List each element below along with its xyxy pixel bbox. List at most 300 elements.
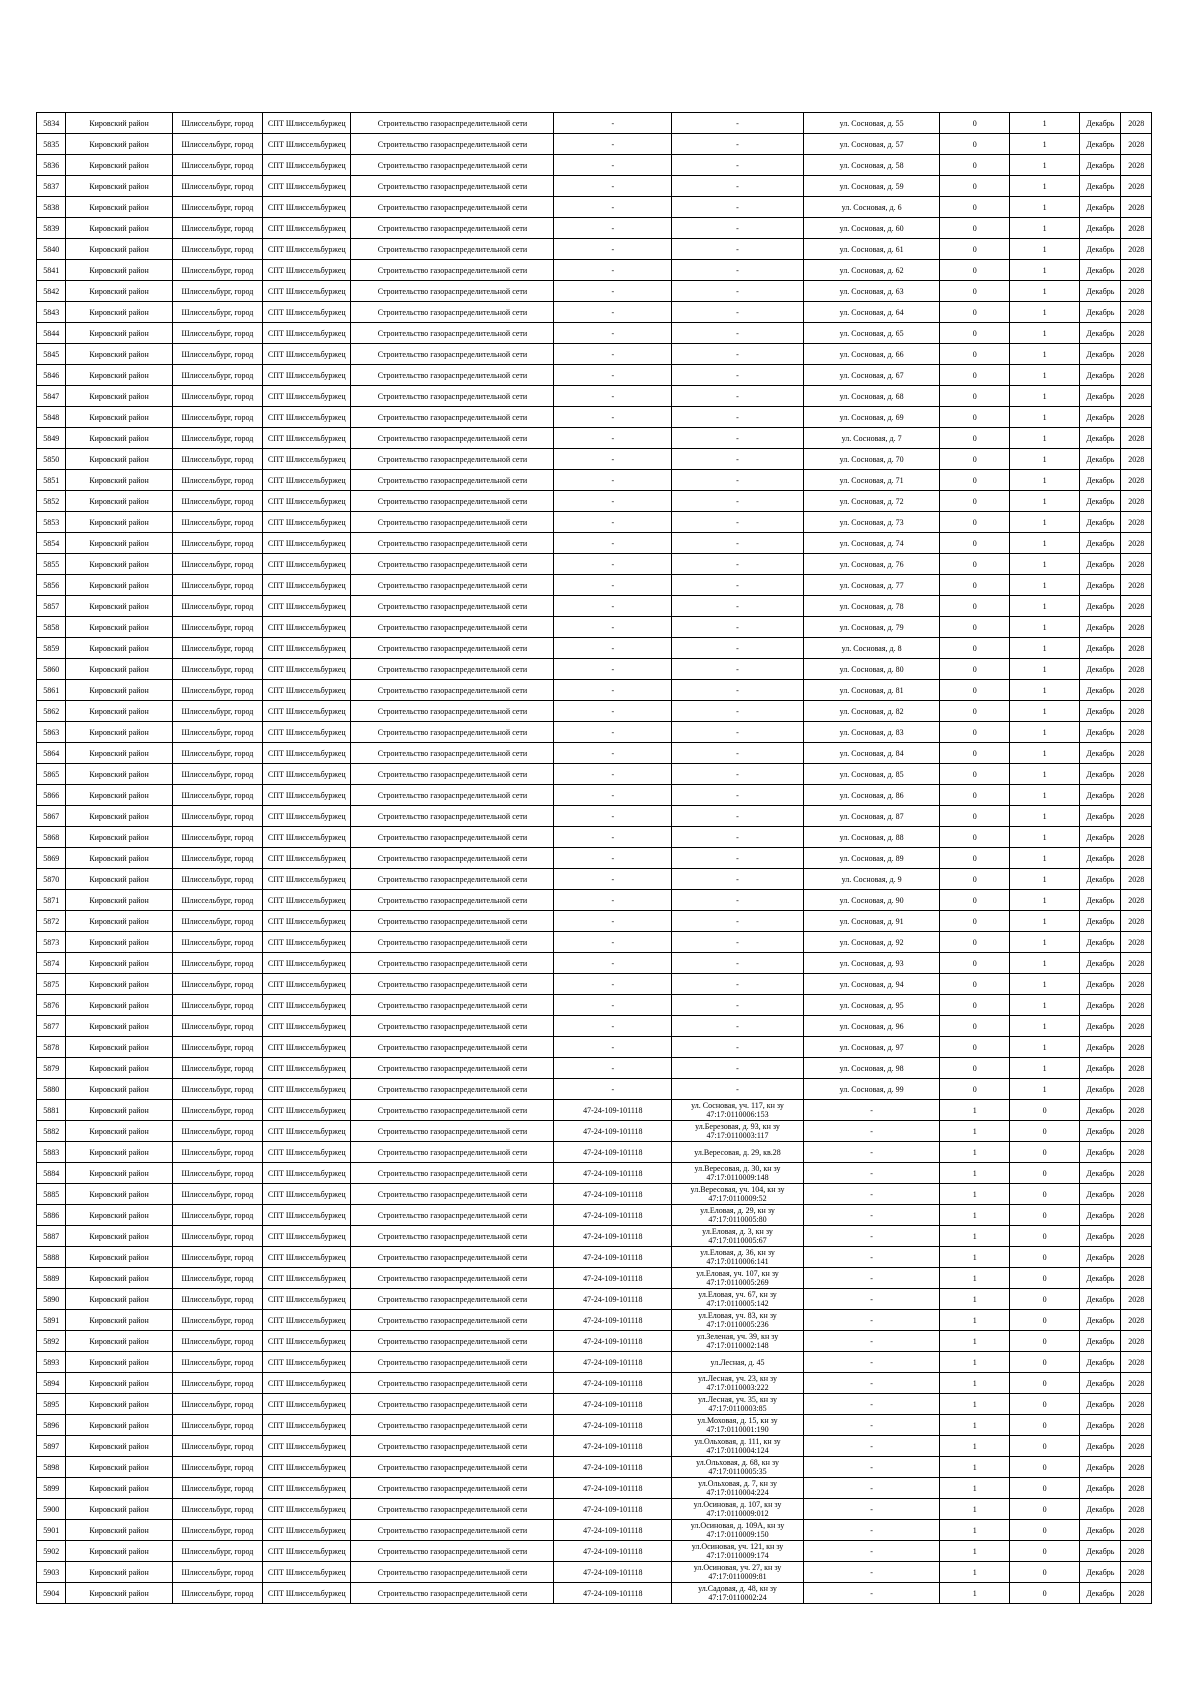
settlement-cell: Шлиссельбург, город (172, 1058, 262, 1079)
reference-cell: - (554, 1016, 672, 1037)
operator-cell: СПТ Шлиссельбуржец (263, 1121, 351, 1142)
month-cell: Декабрь (1080, 428, 1121, 449)
settlement-cell: Шлиссельбург, город (172, 659, 262, 680)
table-row (37, 596, 1152, 617)
operator-cell: СПТ Шлиссельбуржец (263, 911, 351, 932)
row-number-cell: 5904 (37, 1583, 66, 1604)
address-cell: ул. Сосновая, д. 79 (803, 617, 940, 638)
address-cell: ул. Сосновая, д. 7 (803, 428, 940, 449)
reference-cell: 47-24-109-101118 (554, 1121, 672, 1142)
operator-cell: СПТ Шлиссельбуржец (263, 659, 351, 680)
district-cell: Кировский район (66, 134, 172, 155)
district-cell: Кировский район (66, 386, 172, 407)
row-number-cell: 5878 (37, 1037, 66, 1058)
district-cell: Кировский район (66, 722, 172, 743)
reference-cell: - (554, 176, 672, 197)
operator-cell: СПТ Шлиссельбуржец (263, 1247, 351, 1268)
count-a-cell: 0 (940, 1037, 1009, 1058)
operator-cell: СПТ Шлиссельбуржец (263, 764, 351, 785)
month-cell: Декабрь (1080, 1121, 1121, 1142)
settlement-cell: Шлиссельбург, город (172, 1142, 262, 1163)
count-a-cell: 0 (940, 932, 1009, 953)
address-cell: - (803, 1289, 940, 1310)
district-cell: Кировский район (66, 1184, 172, 1205)
table-body (37, 113, 1152, 1604)
address-cell: ул. Сосновая, д. 80 (803, 659, 940, 680)
count-b-cell: 1 (1009, 701, 1079, 722)
count-a-cell: 1 (940, 1247, 1009, 1268)
count-a-cell: 0 (940, 806, 1009, 827)
operator-cell: СПТ Шлиссельбуржец (263, 1478, 351, 1499)
year-cell: 2028 (1121, 1520, 1152, 1541)
count-b-cell: 1 (1009, 449, 1079, 470)
count-b-cell: 0 (1009, 1163, 1079, 1184)
count-b-cell: 1 (1009, 848, 1079, 869)
year-cell: 2028 (1121, 470, 1152, 491)
operator-cell: СПТ Шлиссельбуржец (263, 785, 351, 806)
table-row (37, 155, 1152, 176)
month-cell: Декабрь (1080, 533, 1121, 554)
gasification-table (36, 112, 1152, 1604)
count-b-cell: 0 (1009, 1268, 1079, 1289)
work-type-cell: Строительство газораспределительной сети (351, 260, 554, 281)
address-cell: - (803, 1268, 940, 1289)
month-cell: Декабрь (1080, 1499, 1121, 1520)
cadastral-address-cell: - (672, 953, 803, 974)
year-cell: 2028 (1121, 1247, 1152, 1268)
year-cell: 2028 (1121, 491, 1152, 512)
row-number-cell: 5891 (37, 1310, 66, 1331)
district-cell: Кировский район (66, 281, 172, 302)
table-row (37, 1583, 1152, 1604)
year-cell: 2028 (1121, 1562, 1152, 1583)
work-type-cell: Строительство газораспределительной сети (351, 1205, 554, 1226)
year-cell: 2028 (1121, 827, 1152, 848)
cadastral-address-cell: - (672, 596, 803, 617)
row-number-cell: 5887 (37, 1226, 66, 1247)
cadastral-address-cell: - (672, 890, 803, 911)
table-row (37, 1163, 1152, 1184)
year-cell: 2028 (1121, 743, 1152, 764)
cadastral-address-cell: - (672, 848, 803, 869)
district-cell: Кировский район (66, 1583, 172, 1604)
count-a-cell: 0 (940, 533, 1009, 554)
table-row (37, 134, 1152, 155)
district-cell: Кировский район (66, 155, 172, 176)
table-row (37, 785, 1152, 806)
reference-cell: 47-24-109-101118 (554, 1226, 672, 1247)
row-number-cell: 5849 (37, 428, 66, 449)
district-cell: Кировский район (66, 1478, 172, 1499)
operator-cell: СПТ Шлиссельбуржец (263, 281, 351, 302)
operator-cell: СПТ Шлиссельбуржец (263, 218, 351, 239)
year-cell: 2028 (1121, 1163, 1152, 1184)
count-b-cell: 1 (1009, 869, 1079, 890)
month-cell: Декабрь (1080, 827, 1121, 848)
reference-cell: - (554, 911, 672, 932)
settlement-cell: Шлиссельбург, город (172, 302, 262, 323)
year-cell: 2028 (1121, 617, 1152, 638)
reference-cell: - (554, 806, 672, 827)
month-cell: Декабрь (1080, 344, 1121, 365)
count-b-cell: 0 (1009, 1121, 1079, 1142)
count-a-cell: 1 (940, 1142, 1009, 1163)
operator-cell: СПТ Шлиссельбуржец (263, 533, 351, 554)
cadastral-address-cell: - (672, 428, 803, 449)
row-number-cell: 5851 (37, 470, 66, 491)
year-cell: 2028 (1121, 1331, 1152, 1352)
work-type-cell: Строительство газораспределительной сети (351, 785, 554, 806)
cadastral-address-cell: ул.Еловая, уч. 107, кн зу 47:17:0110005:269 (672, 1268, 803, 1289)
cadastral-address-cell: - (672, 260, 803, 281)
address-cell: ул. Сосновая, д. 87 (803, 806, 940, 827)
row-number-cell: 5882 (37, 1121, 66, 1142)
table-row (37, 533, 1152, 554)
work-type-cell: Строительство газораспределительной сети (351, 1394, 554, 1415)
row-number-cell: 5900 (37, 1499, 66, 1520)
district-cell: Кировский район (66, 848, 172, 869)
work-type-cell: Строительство газораспределительной сети (351, 554, 554, 575)
count-a-cell: 0 (940, 995, 1009, 1016)
district-cell: Кировский район (66, 1037, 172, 1058)
year-cell: 2028 (1121, 722, 1152, 743)
reference-cell: - (554, 218, 672, 239)
table-row (37, 512, 1152, 533)
district-cell: Кировский район (66, 869, 172, 890)
address-cell: ул. Сосновая, д. 85 (803, 764, 940, 785)
work-type-cell: Строительство газораспределительной сети (351, 869, 554, 890)
month-cell: Декабрь (1080, 890, 1121, 911)
reference-cell: 47-24-109-101118 (554, 1184, 672, 1205)
row-number-cell: 5902 (37, 1541, 66, 1562)
settlement-cell: Шлиссельбург, город (172, 386, 262, 407)
year-cell: 2028 (1121, 1499, 1152, 1520)
settlement-cell: Шлиссельбург, город (172, 785, 262, 806)
table-row (37, 1310, 1152, 1331)
settlement-cell: Шлиссельбург, город (172, 1163, 262, 1184)
settlement-cell: Шлиссельбург, город (172, 1541, 262, 1562)
row-number-cell: 5890 (37, 1289, 66, 1310)
operator-cell: СПТ Шлиссельбуржец (263, 134, 351, 155)
count-a-cell: 1 (940, 1289, 1009, 1310)
cadastral-address-cell: ул.Еловая, д. 3, кн зу 47:17:0110005:67 (672, 1226, 803, 1247)
settlement-cell: Шлиссельбург, город (172, 743, 262, 764)
cadastral-address-cell: - (672, 638, 803, 659)
cadastral-address-cell: ул. Сосновая, уч. 117, кн зу 47:17:0110006:153 (672, 1100, 803, 1121)
reference-cell: - (554, 1079, 672, 1100)
settlement-cell: Шлиссельбург, город (172, 1478, 262, 1499)
month-cell: Декабрь (1080, 764, 1121, 785)
work-type-cell: Строительство газораспределительной сети (351, 827, 554, 848)
row-number-cell: 5858 (37, 617, 66, 638)
work-type-cell: Строительство газораспределительной сети (351, 407, 554, 428)
district-cell: Кировский район (66, 785, 172, 806)
row-number-cell: 5853 (37, 512, 66, 533)
operator-cell: СПТ Шлиссельбуржец (263, 1100, 351, 1121)
operator-cell: СПТ Шлиссельбуржец (263, 1520, 351, 1541)
count-b-cell: 1 (1009, 659, 1079, 680)
year-cell: 2028 (1121, 113, 1152, 134)
operator-cell: СПТ Шлиссельбуржец (263, 890, 351, 911)
operator-cell: СПТ Шлиссельбуржец (263, 1058, 351, 1079)
district-cell: Кировский район (66, 1520, 172, 1541)
operator-cell: СПТ Шлиссельбуржец (263, 491, 351, 512)
count-b-cell: 0 (1009, 1415, 1079, 1436)
count-a-cell: 0 (940, 869, 1009, 890)
count-b-cell: 1 (1009, 344, 1079, 365)
operator-cell: СПТ Шлиссельбуржец (263, 848, 351, 869)
operator-cell: СПТ Шлиссельбуржец (263, 995, 351, 1016)
reference-cell: - (554, 407, 672, 428)
settlement-cell: Шлиссельбург, город (172, 680, 262, 701)
count-a-cell: 1 (940, 1100, 1009, 1121)
count-a-cell: 1 (940, 1415, 1009, 1436)
year-cell: 2028 (1121, 155, 1152, 176)
count-a-cell: 0 (940, 701, 1009, 722)
settlement-cell: Шлиссельбург, город (172, 1583, 262, 1604)
address-cell: ул. Сосновая, д. 8 (803, 638, 940, 659)
row-number-cell: 5903 (37, 1562, 66, 1583)
work-type-cell: Строительство газораспределительной сети (351, 1457, 554, 1478)
operator-cell: СПТ Шлиссельбуржец (263, 743, 351, 764)
cadastral-address-cell: - (672, 722, 803, 743)
work-type-cell: Строительство газораспределительной сети (351, 659, 554, 680)
month-cell: Декабрь (1080, 197, 1121, 218)
address-cell: ул. Сосновая, д. 58 (803, 155, 940, 176)
count-b-cell: 0 (1009, 1583, 1079, 1604)
work-type-cell: Строительство газораспределительной сети (351, 512, 554, 533)
reference-cell: - (554, 617, 672, 638)
cadastral-address-cell: - (672, 1079, 803, 1100)
settlement-cell: Шлиссельбург, город (172, 239, 262, 260)
operator-cell: СПТ Шлиссельбуржец (263, 239, 351, 260)
row-number-cell: 5854 (37, 533, 66, 554)
month-cell: Декабрь (1080, 848, 1121, 869)
month-cell: Декабрь (1080, 995, 1121, 1016)
month-cell: Декабрь (1080, 1205, 1121, 1226)
address-cell: - (803, 1499, 940, 1520)
cadastral-address-cell: - (672, 323, 803, 344)
work-type-cell: Строительство газораспределительной сети (351, 1583, 554, 1604)
count-b-cell: 1 (1009, 575, 1079, 596)
address-cell: ул. Сосновая, д. 78 (803, 596, 940, 617)
address-cell: ул. Сосновая, д. 94 (803, 974, 940, 995)
month-cell: Декабрь (1080, 743, 1121, 764)
row-number-cell: 5842 (37, 281, 66, 302)
row-number-cell: 5896 (37, 1415, 66, 1436)
cadastral-address-cell: - (672, 785, 803, 806)
year-cell: 2028 (1121, 1394, 1152, 1415)
table-row (37, 239, 1152, 260)
count-b-cell: 1 (1009, 974, 1079, 995)
table-row (37, 1499, 1152, 1520)
table-row (37, 1142, 1152, 1163)
cadastral-address-cell: - (672, 617, 803, 638)
table-row (37, 1541, 1152, 1562)
count-b-cell: 1 (1009, 533, 1079, 554)
settlement-cell: Шлиссельбург, город (172, 134, 262, 155)
count-a-cell: 1 (940, 1373, 1009, 1394)
count-a-cell: 0 (940, 554, 1009, 575)
row-number-cell: 5892 (37, 1331, 66, 1352)
count-a-cell: 0 (940, 512, 1009, 533)
row-number-cell: 5880 (37, 1079, 66, 1100)
district-cell: Кировский район (66, 407, 172, 428)
work-type-cell: Строительство газораспределительной сети (351, 995, 554, 1016)
table-row (37, 260, 1152, 281)
year-cell: 2028 (1121, 1373, 1152, 1394)
cadastral-address-cell: - (672, 155, 803, 176)
count-b-cell: 1 (1009, 638, 1079, 659)
district-cell: Кировский район (66, 1373, 172, 1394)
address-cell: - (803, 1394, 940, 1415)
month-cell: Декабрь (1080, 722, 1121, 743)
row-number-cell: 5886 (37, 1205, 66, 1226)
table-row (37, 323, 1152, 344)
count-a-cell: 0 (940, 596, 1009, 617)
year-cell: 2028 (1121, 764, 1152, 785)
reference-cell: 47-24-109-101118 (554, 1268, 672, 1289)
month-cell: Декабрь (1080, 869, 1121, 890)
year-cell: 2028 (1121, 1121, 1152, 1142)
address-cell: ул. Сосновая, д. 81 (803, 680, 940, 701)
count-a-cell: 0 (940, 617, 1009, 638)
work-type-cell: Строительство газораспределительной сети (351, 197, 554, 218)
count-b-cell: 1 (1009, 176, 1079, 197)
address-cell: - (803, 1310, 940, 1331)
district-cell: Кировский район (66, 1142, 172, 1163)
operator-cell: СПТ Шлиссельбуржец (263, 932, 351, 953)
operator-cell: СПТ Шлиссельбуржец (263, 176, 351, 197)
operator-cell: СПТ Шлиссельбуржец (263, 365, 351, 386)
cadastral-address-cell: ул.Осиновая, д. 107, кн зу 47:17:0110009:012 (672, 1499, 803, 1520)
row-number-cell: 5879 (37, 1058, 66, 1079)
count-a-cell: 0 (940, 197, 1009, 218)
reference-cell: - (554, 365, 672, 386)
reference-cell: - (554, 680, 672, 701)
address-cell: ул. Сосновая, д. 91 (803, 911, 940, 932)
cadastral-address-cell: ул.Березовая, д. 93, кн зу 47:17:0110003:117 (672, 1121, 803, 1142)
operator-cell: СПТ Шлиссельбуржец (263, 1205, 351, 1226)
district-cell: Кировский район (66, 1163, 172, 1184)
table-row (37, 1352, 1152, 1373)
month-cell: Декабрь (1080, 1436, 1121, 1457)
year-cell: 2028 (1121, 1205, 1152, 1226)
district-cell: Кировский район (66, 533, 172, 554)
count-a-cell: 0 (940, 428, 1009, 449)
count-a-cell: 1 (940, 1310, 1009, 1331)
cadastral-address-cell: - (672, 449, 803, 470)
year-cell: 2028 (1121, 932, 1152, 953)
count-a-cell: 1 (940, 1184, 1009, 1205)
month-cell: Декабрь (1080, 617, 1121, 638)
settlement-cell: Шлиссельбург, город (172, 281, 262, 302)
address-cell: - (803, 1583, 940, 1604)
address-cell: ул. Сосновая, д. 93 (803, 953, 940, 974)
operator-cell: СПТ Шлиссельбуржец (263, 1436, 351, 1457)
district-cell: Кировский район (66, 1247, 172, 1268)
row-number-cell: 5894 (37, 1373, 66, 1394)
row-number-cell: 5859 (37, 638, 66, 659)
count-a-cell: 1 (940, 1352, 1009, 1373)
operator-cell: СПТ Шлиссельбуржец (263, 1457, 351, 1478)
reference-cell: 47-24-109-101118 (554, 1520, 672, 1541)
count-b-cell: 1 (1009, 953, 1079, 974)
address-cell: - (803, 1562, 940, 1583)
cadastral-address-cell: - (672, 869, 803, 890)
year-cell: 2028 (1121, 701, 1152, 722)
settlement-cell: Шлиссельбург, город (172, 1394, 262, 1415)
address-cell: ул. Сосновая, д. 9 (803, 869, 940, 890)
row-number-cell: 5872 (37, 911, 66, 932)
cadastral-address-cell: - (672, 407, 803, 428)
cadastral-address-cell: ул.Моховая, д. 15, кн зу 47:17:0110001:190 (672, 1415, 803, 1436)
reference-cell: - (554, 470, 672, 491)
month-cell: Декабрь (1080, 512, 1121, 533)
district-cell: Кировский район (66, 1331, 172, 1352)
operator-cell: СПТ Шлиссельбуржец (263, 1373, 351, 1394)
operator-cell: СПТ Шлиссельбуржец (263, 428, 351, 449)
row-number-cell: 5898 (37, 1457, 66, 1478)
count-b-cell: 0 (1009, 1226, 1079, 1247)
table-row (37, 974, 1152, 995)
address-cell: - (803, 1457, 940, 1478)
cadastral-address-cell: - (672, 533, 803, 554)
count-b-cell: 1 (1009, 680, 1079, 701)
month-cell: Декабрь (1080, 176, 1121, 197)
work-type-cell: Строительство газораспределительной сети (351, 1142, 554, 1163)
work-type-cell: Строительство газораспределительной сети (351, 1268, 554, 1289)
work-type-cell: Строительство газораспределительной сети (351, 1184, 554, 1205)
year-cell: 2028 (1121, 890, 1152, 911)
work-type-cell: Строительство газораспределительной сети (351, 1289, 554, 1310)
address-cell: ул. Сосновая, д. 60 (803, 218, 940, 239)
settlement-cell: Шлиссельбург, город (172, 1436, 262, 1457)
month-cell: Декабрь (1080, 239, 1121, 260)
cadastral-address-cell: - (672, 806, 803, 827)
address-cell: ул. Сосновая, д. 61 (803, 239, 940, 260)
count-b-cell: 1 (1009, 281, 1079, 302)
operator-cell: СПТ Шлиссельбуржец (263, 1163, 351, 1184)
settlement-cell: Шлиссельбург, город (172, 1310, 262, 1331)
district-cell: Кировский район (66, 176, 172, 197)
table-row (37, 386, 1152, 407)
cadastral-address-cell: - (672, 827, 803, 848)
settlement-cell: Шлиссельбург, город (172, 218, 262, 239)
row-number-cell: 5841 (37, 260, 66, 281)
settlement-cell: Шлиссельбург, город (172, 1499, 262, 1520)
operator-cell: СПТ Шлиссельбуржец (263, 1331, 351, 1352)
cadastral-address-cell: - (672, 512, 803, 533)
count-b-cell: 0 (1009, 1331, 1079, 1352)
reference-cell: - (554, 995, 672, 1016)
work-type-cell: Строительство газораспределительной сети (351, 491, 554, 512)
district-cell: Кировский район (66, 1121, 172, 1142)
count-a-cell: 0 (940, 113, 1009, 134)
district-cell: Кировский район (66, 512, 172, 533)
work-type-cell: Строительство газораспределительной сети (351, 1562, 554, 1583)
month-cell: Декабрь (1080, 113, 1121, 134)
year-cell: 2028 (1121, 239, 1152, 260)
work-type-cell: Строительство газораспределительной сети (351, 365, 554, 386)
table-row (37, 1079, 1152, 1100)
work-type-cell: Строительство газораспределительной сети (351, 1226, 554, 1247)
count-b-cell: 0 (1009, 1541, 1079, 1562)
reference-cell: - (554, 323, 672, 344)
cadastral-address-cell: - (672, 365, 803, 386)
work-type-cell: Строительство газораспределительной сети (351, 1415, 554, 1436)
district-cell: Кировский район (66, 890, 172, 911)
